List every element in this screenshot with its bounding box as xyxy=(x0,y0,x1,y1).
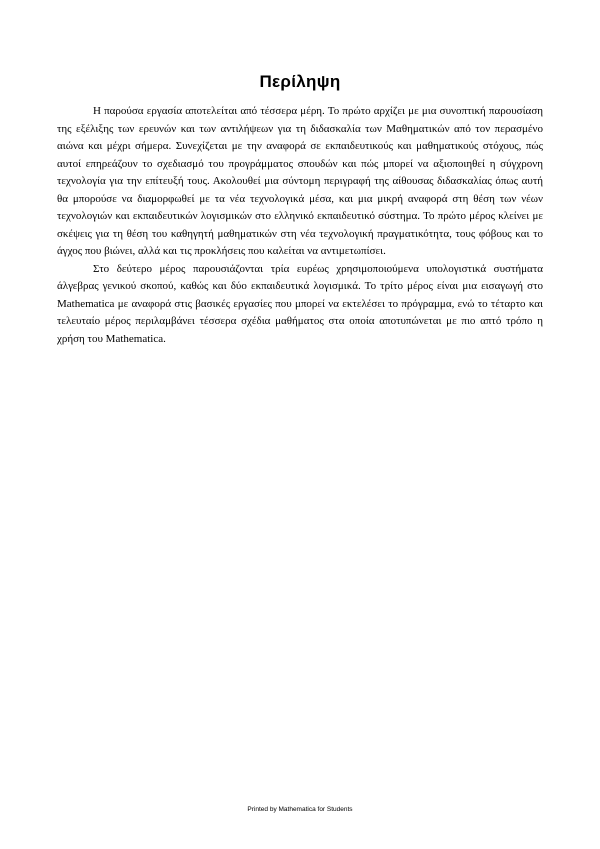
abstract-paragraph-1: Η παρούσα εργασία αποτελείται από τέσσερα μέρη. Το πρώτο αρχίζει με μια συνοπτική παρουσίαση της εξέλιξης των ερευνών και των αντιλήψεων για τη διδασκαλία των Μαθηματικών από τον περασμένο αιώνα και μέχρι σήμερα. Συνεχίζεται με την αναφορά σε εκπαιδευτικούς και μαθηματικούς στόχους, πώς αυτοί επηρεάζουν το σχεδιασμό του προγράμματος σπουδών και πώς μπορεί να αξιοποιηθεί η σύγχρονη τεχνολογία για την επίτευξή τους. Ακολουθεί μια σύντομη περιγραφή της αίθουσας διδασκαλίας όπως αυτή θα μπορούσε να διαμορφωθεί με τα νέα τεχνολογικά μέσα, και μια μικρή αναφορά στη θέση των νέων τεχνολογιών και εκπαιδευτικών λογισμικών στο ελληνικό εκπαιδευτικό σύστημα. Το πρώτο μέρος κλείνει με σκέψεις για τη θέση του καθηγητή μαθηματικών στη νέα τεχνολογική πραγματικότητα, τους φόβους και το άγχος που βιώνει, αλλά και τις προκλήσεις που καλείται να αντιμετωπίσει. xyxy=(57,105,543,257)
page-footer: Printed by Mathematica for Students xyxy=(247,806,353,813)
abstract-paragraph-2: Στο δεύτερο μέρος παρουσιάζονται τρία ευρέως χρησιμοποιούμενα υπολογιστικά συστήματα άλγεβρας γενικού σκοπού, καθώς και δύο εκπαιδευτικά λογισμικά. Το τρίτο μέρος είναι μια εισαγωγή στο Mathematica με αναφορά στις βασικές εργασίες που μπορεί να εκτελέσει το πρόγραμμα, ενώ το τέταρτο και τελευταίο μέρος περιλαμβάνει τέσσερα σχέδια μαθήματος στα οποία αποτυπώνεται με πιο απτό τρόπο η χρήση του Mathematica. xyxy=(57,262,543,345)
page-title: Περίληψη xyxy=(259,72,341,91)
abstract-body xyxy=(57,103,543,348)
